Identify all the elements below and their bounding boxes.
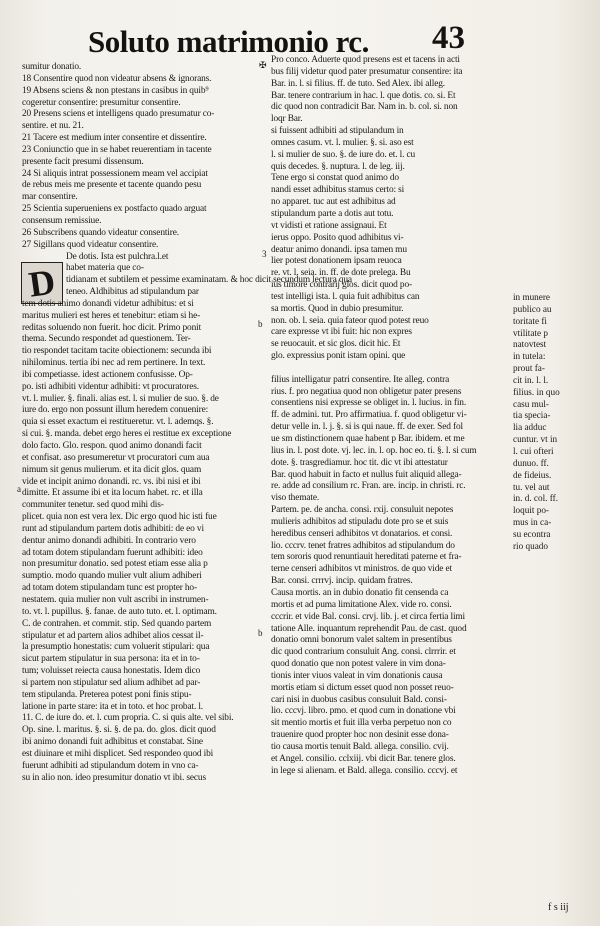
text-line: non. ob. l. seia. quia fateor quod potest reuo [271,315,429,326]
marker-b-2: b [258,628,263,638]
text-line: su in alio non. ideo presumitur donatio vt ibi. secus [22,772,206,783]
text-line: trauenire quod propter hoc non desinit esse dona- [271,730,449,741]
text-line: plicet. quia non est vera lex. Dic ergo quod hic isti fue [22,512,217,523]
margin-note-line: dunuo. ff. [513,457,549,468]
text-line: tatione Alle. inquantum reprehendit Pau. de cast. quod [271,623,467,634]
text-line: De dotis. Ista est pulchra.l.et [66,251,169,262]
text-line: consensum remissiue. [22,215,102,226]
margin-note-line: de fideius. [513,469,552,480]
text-line: ue sm distinctionem quae habent p Bar. ibidem. et me [271,434,465,444]
text-line: vt. l. mulier. §. finali. alias est. l. si mulier de suo. §. de [22,393,219,404]
text-line: l. si mulier de suo. §. de iure do. et. l. cu [271,149,416,160]
text-line: 24 Si aliquis intrat possessionem meam vel accipiat [22,168,208,179]
text-line: quia si esset exactum ei restitueretur. vt. l. ademqs. §. [22,417,214,428]
text-line: sumitur donatio. [22,62,82,72]
text-line: ibi animo donandi fuit adhibitus et constabat. Sine [22,737,203,748]
text-line: ad totam dotem stipulandam tunc est propter ho- [22,583,197,594]
text-line: Tene ergo si constat quod animo do [271,173,399,184]
text-line: latione in parte stare: ita et in toto. et hoc probat. l. [22,701,203,712]
text-line: 25 Scientia superueniens ex postfacto quado arguat [22,204,207,215]
text-line: 19 Absens sciens & non ptestans in casibus in quib⁹ [22,85,209,96]
text-line: maritus mulieri est heres et tenebitur: etiam si he- [22,310,201,321]
running-title: Soluto matrimonio rc. [88,24,369,59]
margin-note-line: prout fa- [513,363,545,374]
margin-note-line: publico au [513,303,552,314]
text-line: 11. C. de iure do. et. l. cum propria. C. si quis alte. vel sibi. [22,713,234,724]
margin-note-line: cit in. l. l. [513,374,549,385]
text-line: re. vt. l. seia. in. ff. de dote prelega. Bu [271,268,411,279]
text-line: dentur animo donandi adhibiti. In contrario vero [22,535,196,546]
text-line: donatio omni bonorum valet saltem in presentibus [271,635,452,646]
text-line: vide et incipit animo donandi. rc. vs. ibi nisi et ibi [22,476,201,487]
text-line: ad totam dotem stipulandam fuerunt adhibiti: ideo [22,547,203,558]
text-line: si partem non stipulatur sed alium adhibet ad par- [22,677,201,688]
text-line: no apparet. tuc aut est adhibitus ad [271,197,396,208]
text-line: runt ad stipulandum partem dotis adhibiti: de eo vi [22,523,204,534]
text-line: terne censeri adhibitos vt ministros. de quo vide et [271,564,452,575]
margin-note-line: su econtra [513,528,551,539]
text-line: deatur animo donandi. ipsa tamen mu [271,244,407,255]
text-line: sicut partem stipulatur in sua persona: ita et in to- [22,654,200,665]
text-line: bus filij videtur quod pater presumatur consentire: ita [271,66,463,77]
text-line: tio respondet tacitam tacite obiectionem: secunda ibi [22,346,212,357]
text-line: reditas soluendo non fuerit. hoc dicit. Primo ponit [22,322,202,333]
text-line: 26 Subscribens quando videatur consentire. [22,227,179,238]
text-line: thema. Secundo respondet ad questionem. Ter- [22,334,191,345]
marker-a: a [17,484,21,494]
text-line: sa mortis. Quod in dubio presumitur. [271,303,404,314]
text-line: dic quod contrarium consuluit Ang. consi. clrrrir. et [271,647,456,658]
text-line: cari nisi in duobus casibus consuluit Bald. consi- [271,694,447,705]
text-line: Pro conco. Aduerte quod presens est et tacens in acti [271,55,460,65]
margin-note-line: loquit po- [513,505,549,516]
text-line: glo. expressius ponit istam opini. que [271,351,406,362]
text-line: mar consentire. [22,192,78,203]
text-line: et Angel. consilio. cclxiij. vbi dicit Bar. tenere glos. [271,753,456,764]
folio-number: 43 [432,20,465,56]
margin-note-line: in munere [513,292,550,302]
text-line: cccrir. et vide Bal. consi. crvj. lib. j. et circa fertia limi [271,611,466,622]
text-line: re. adde ad consilium rc. Fran. are. incip. in christi. rc. [271,481,466,492]
text-line: si cui. §. manda. debet ergo heres ei restitue ex exceptione [22,429,232,440]
text-line: stipulandum parte a dotis aut totu. [271,208,394,219]
text-line: sentire. et nu. 21. [22,121,84,132]
text-line: la presumptio honestatis: cum voluerit stipulari: qua [22,642,210,653]
text-line: ius timore contrarij glos. dicit quod po- [271,280,412,291]
text-line: Bar. tenere contrarium in hac. l. que dotis. co. si. Et [271,90,456,101]
text-line: mortis et ad puma limitatione Alex. vide ro. consi. [271,599,452,610]
text-line: lio. cccrv. tenet fratres adhibitos ad stipulandum do [271,540,455,551]
margin-note-line: vtilitate p [513,327,548,338]
text-line: habet materia que co- [66,263,144,274]
text-line: de rebus meis me presente et tacente quando pesu [22,180,202,191]
text-line: Bar. in. l. si filius. ff. de tuto. Sed Alex. ibi alleg. [271,78,445,89]
text-line: 27 Sigillans quod videatur consentire. [22,239,159,250]
margin-note-line: in. d. col. ff. [513,493,558,504]
text-line: iure do. ergo non possunt illum heredem conuenire: [22,405,209,416]
text-line: 23 Coniunctio que in se habet reuerentiam in tacente [22,144,212,155]
decorated-initial-letter: D [26,261,58,305]
text-line: care expresse vt ibi fuit: hic non expres [271,327,412,338]
marker-b-1: b [258,319,263,329]
text-line: lier potest donationem ipsam reuoca [271,256,402,267]
text-line: nimum sit genus mulierum. et ita dicit glos. quam [22,464,202,475]
text-line: 18 Consentire quod non videatur absens & ignorans. [22,73,212,84]
signature-mark: f s iij [548,902,569,913]
text-line: et confisat. aso presumeretur vt procuratori cum aua [22,452,210,463]
text-line: tio causa mortis tenuit Bald. allega. consilio. cvij. [271,741,449,752]
text-line: communiter tenetur. sed quod mihi dis- [22,500,164,511]
text-line: non presumitur donatio. sed potest etiam esse alia p [22,559,208,570]
text-line: Bar. consi. crrrvj. incip. quidam fratres. [271,576,413,587]
text-line: vt vidisti et ratione assignaui. Et [271,220,387,231]
text-line: in lege si alienam. et Bald. allega. consilio. cccvj. et [271,765,458,776]
text-line: tem dotis animo donandi videtur adhibitus: et si [22,298,194,309]
marker-3: 3 [262,249,267,259]
margin-note-line: rio quado [513,540,548,551]
text-line: consentiens nisi expresse se obliget in. l. lucius. in fin. [271,398,467,409]
text-line: stipulatur et ad partem alios adhibet alios cessat il- [22,630,204,641]
text-line: dimitte. Et assume ibi et ita locum habet. rc. et illa [22,488,203,499]
margin-note-line: casu mul- [513,398,549,409]
margin-notes [513,292,583,553]
text-line: sumptio. modo quando mulier vult alium adhiberi [22,571,202,582]
text-line: omnes casum. vt. l. mulier. §. si. aso est [271,137,414,148]
text-line: si fuissent adhibiti ad stipulandum in [271,126,404,137]
text-line: ff. de admini. tut. Pro affirmatiua. f. quod obligetur vi- [271,410,467,421]
margin-note-line: mus in ca- [513,517,552,528]
margin-note-line: in tutela: [513,351,546,362]
text-line: presente facit presumi dissensum. [22,156,144,167]
text-line: filius intelligatur patri consentire. Ite alleg. contra [271,374,450,385]
text-line: loqr Bar. [271,114,303,125]
text-line: nestatem. quia mulier non vult ascribi in instrumen- [22,594,209,605]
text-line: test intelligi ista. l. quia fuit adhibitus can [271,291,420,302]
text-line: dote. §. trasgrediamur. hoc tit. dic vt ibi attestatur [271,457,448,468]
text-line: nihilominus. tertia ibi nec ad rem pertinere. In text. [22,358,206,369]
text-line: mortis etiam si dictum esset quod non posset reuo- [271,682,454,693]
text-line: fuerunt adhibiti ad stipulandum dotem in vno ca- [22,760,199,771]
margin-note-line: lia adduc [513,422,547,433]
margin-note-line: cuntur. vt in [513,434,558,445]
text-line: se reuocauit. et sic glos. dicit hic. Et [271,339,401,350]
text-line: nandi esset adhibitus stamus certo: si [271,185,405,196]
text-line: mulieris adhibitos ad stipuladu dote pro se et suis [271,516,449,527]
text-line: sit mentio mortis et fuit illa verba perpetuo non co [271,718,452,729]
margin-note-line: filius. in quo [513,386,560,397]
text-line: tum; voluisset reiecta causa honestatis. Idem dico [22,666,201,677]
text-line: Bar. quod habuit in facto et nullus fuit aliquid allega- [271,469,462,480]
text-line: tem stipulanda. Preterea potest poni finis stipu- [22,689,192,700]
margin-note-line: toritate fi [513,315,547,326]
margin-note-line: tu. vel aut [513,481,550,492]
cross-marker: ✠ [259,60,267,70]
text-line: dic quod non contradicit Bar. Nam in. b. col. si. non [271,102,458,113]
text-line: dolo facto. Glo. respon. quod animo donandi facit [22,441,202,451]
text-line: quis decedes. §. nuptura. l. de leg. iij. [271,161,405,172]
text-line: tem sororis quod renuntiauit hereditati paterne et fra- [271,552,462,563]
text-line: cogeretur consentire: presumitur consentire. [22,97,181,108]
text-line: quod donatio que non potest valere in vim dona- [271,659,446,670]
text-line: 21 Tacere est medium inter consentire et dissentire. [22,133,207,144]
margin-note-line: natovtest [513,339,547,350]
text-line: Partem. pe. de ancha. consi. rxij. consuluit nepotes [271,505,454,516]
text-line: teneo. Aldhibitus ad stipulandum par [66,287,199,298]
text-line: lio. cccvj. libro. pmo. et quod cum in donatione vbi [271,706,456,717]
text-line: 20 Presens sciens et intelligens quado presumatur co- [22,109,215,120]
margin-note-line: l. cui ofteri [513,445,554,456]
text-line: tionis inter viuos valeat in vim donationis causa [271,670,443,681]
text-line: ierus oppo. Posito quod adhibitus vi- [271,232,404,243]
text-line: lius in. l. post dote. vj. lec. in. l. op. hoc eo. ti. §. l. si cum [271,445,477,456]
text-line: viso themate. [271,493,320,504]
text-line: tidianam et subtilem et pessime examinatam. & hoc dicit secundum lectura qua [66,275,352,286]
text-line: est diuinare et mihi displicet. Sed respondeo quod ibi [22,748,214,759]
text-line: Op. sine. l. maritus. §. si. §. de pa. do. glos. dicit quod [22,725,216,736]
text-line: po. isti adhibiti videntur adhibiti: vt procuratores. [22,381,199,392]
text-line: rius. f. pro negatiua quod non obligetur pater presens [271,386,462,397]
text-line: heredibus censeri adhibitos vt donatarios. et consi. [271,528,453,539]
text-line: detur velle in. l. j. §. si is qui naue. ff. de exer. Sed fol [271,422,463,433]
text-line: C. de contrahen. et commit. stip. Sed quando partem [22,618,212,629]
margin-note-line: tia specia- [513,410,551,421]
text-line: to. vt. l. pupillus. §. fanae. de auto tuto. et. l. optimam. [22,606,217,617]
text-line: ibi competiasse. idest actionem confusisse. Op- [22,369,193,380]
text-line: Causa mortis. an in dubio donatio fit censenda ca [271,587,449,598]
